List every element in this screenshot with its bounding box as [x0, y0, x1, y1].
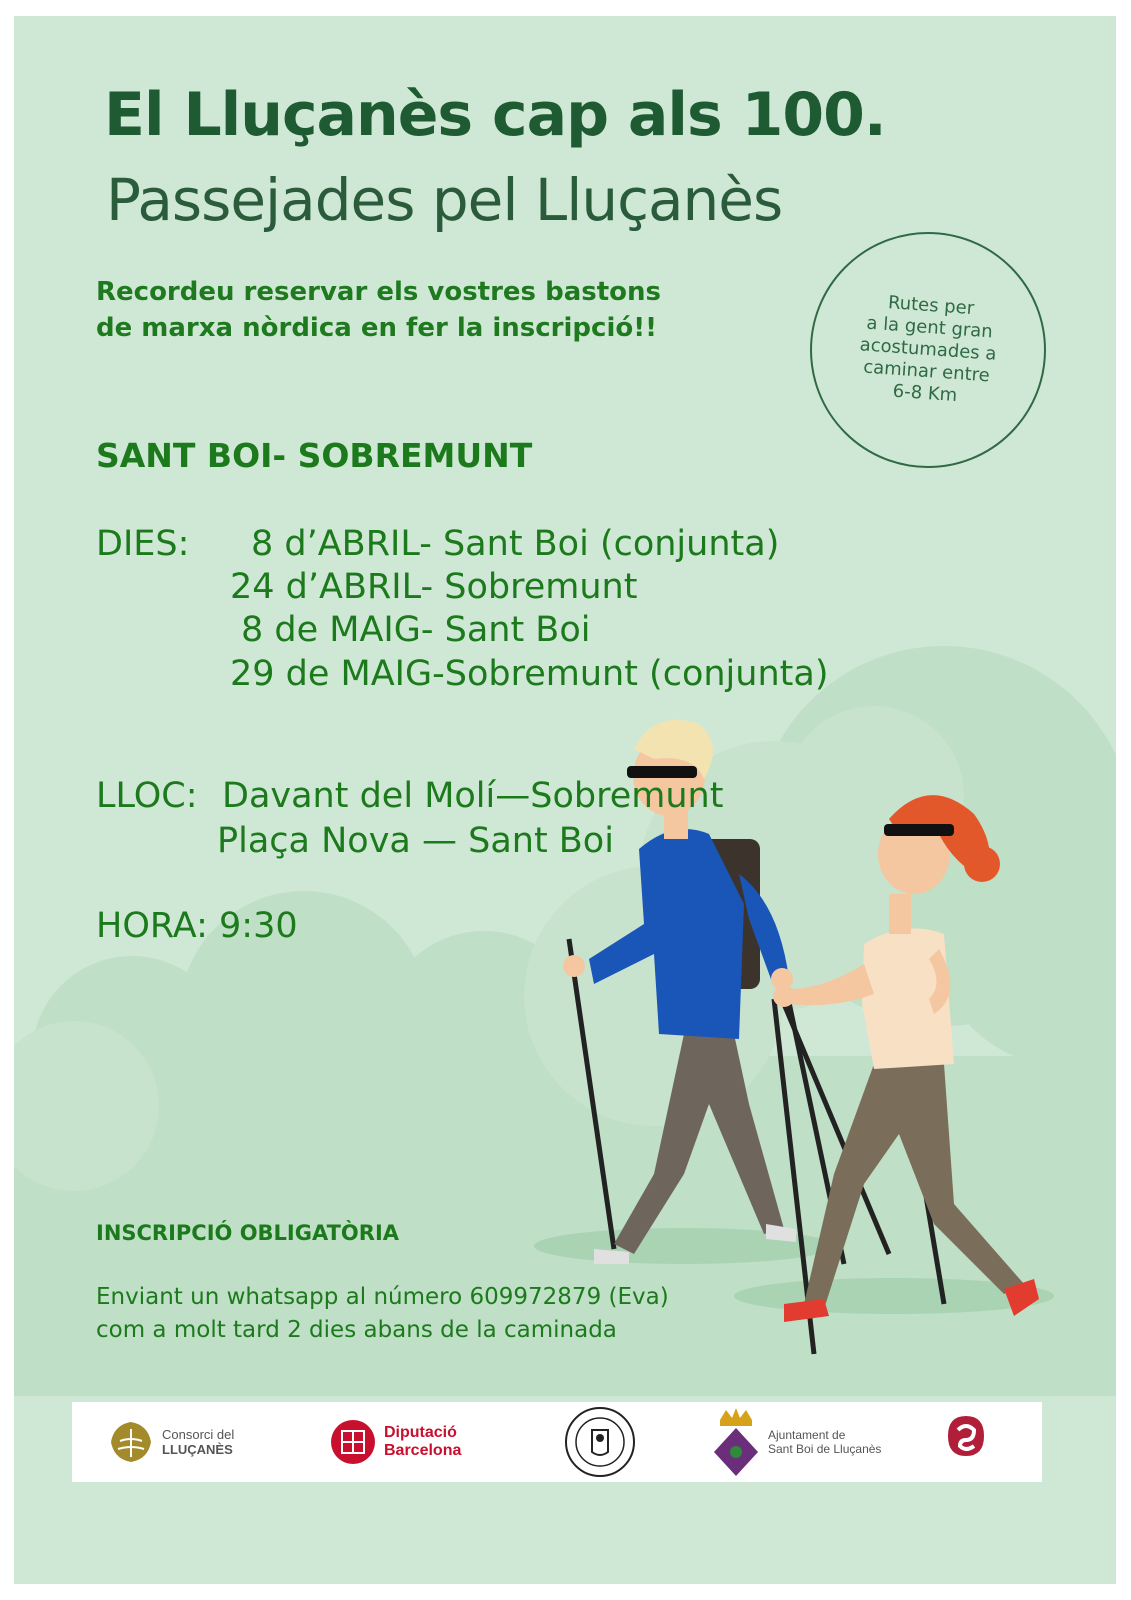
corner-notch [660, 0, 1131, 16]
badge-line: acostumades a [858, 334, 998, 365]
place-label: LLOC: [96, 776, 198, 816]
sponsor-logos-bar [72, 1402, 1042, 1482]
gent-gran-logo [934, 1402, 998, 1482]
sant-boi-line: Sant Boi de Lluçanès [768, 1442, 882, 1456]
woman-figure [773, 795, 1039, 1354]
audience-badge-text [839, 289, 1016, 411]
diputacio-line: Diputació [384, 1424, 457, 1441]
consorci-line: LLUÇANÈS [162, 1442, 233, 1457]
poster [14, 16, 1116, 1584]
route-heading: SANT BOI- SOBREMUNT [96, 436, 533, 475]
place-item: Davant del Molí—Sobremunt [222, 776, 724, 816]
tree-icon [108, 1419, 154, 1465]
badge-line: 6-8 Km [892, 380, 958, 407]
page-subtitle: Passejades pel Lluçanès [106, 166, 783, 234]
sobremunt-seal-icon [564, 1406, 636, 1478]
registration-line: Enviant un whatsapp al número 609972879 (Eva) [96, 1284, 669, 1310]
badge-line: a la gent gran [865, 312, 994, 343]
ajuntament-sobremunt-logo [564, 1402, 636, 1482]
badge-line: caminar entre [862, 356, 991, 387]
ajuntament-sant-boi-logo [712, 1402, 881, 1482]
sant-boi-line: Ajuntament de [768, 1428, 846, 1442]
reminder-note [96, 274, 776, 346]
registration-title: INSCRIPCIÓ OBLIGATÒRIA [96, 1221, 400, 1245]
consorci-lluçanes-logo [108, 1402, 234, 1482]
registration-info [96, 1281, 669, 1347]
reminder-line: Recordeu reservar els vostres bastons [96, 277, 661, 307]
diputacio-line: Barcelona [384, 1442, 462, 1459]
sant-boi-shield-icon [712, 1406, 760, 1478]
dates-label: DIES: [96, 524, 190, 564]
reminder-line: de marxa nòrdica en fer la inscripció!! [96, 313, 657, 343]
diputacio-barcelona-logo [330, 1402, 461, 1482]
page-title: El Lluçanès cap als 100. [104, 80, 886, 150]
date-item: 8 de MAIG- Sant Boi [241, 610, 591, 650]
registration-line: com a molt tard 2 dies abans de la caminada [96, 1317, 617, 1343]
time-info: HORA: 9:30 [96, 906, 298, 946]
gent-gran-emblem-icon [934, 1406, 998, 1478]
diputacio-emblem-icon [330, 1419, 376, 1465]
audience-badge [810, 232, 1046, 468]
date-item: 8 d’ABRIL- Sant Boi (conjunta) [251, 524, 780, 564]
date-item: 24 d’ABRIL- Sobremunt [230, 567, 638, 607]
badge-line: Rutes per [887, 292, 975, 320]
consorci-line: Consorci del [162, 1427, 235, 1442]
place-item: Plaça Nova — Sant Boi [217, 821, 614, 861]
date-item: 29 de MAIG-Sobremunt (conjunta) [230, 654, 829, 694]
